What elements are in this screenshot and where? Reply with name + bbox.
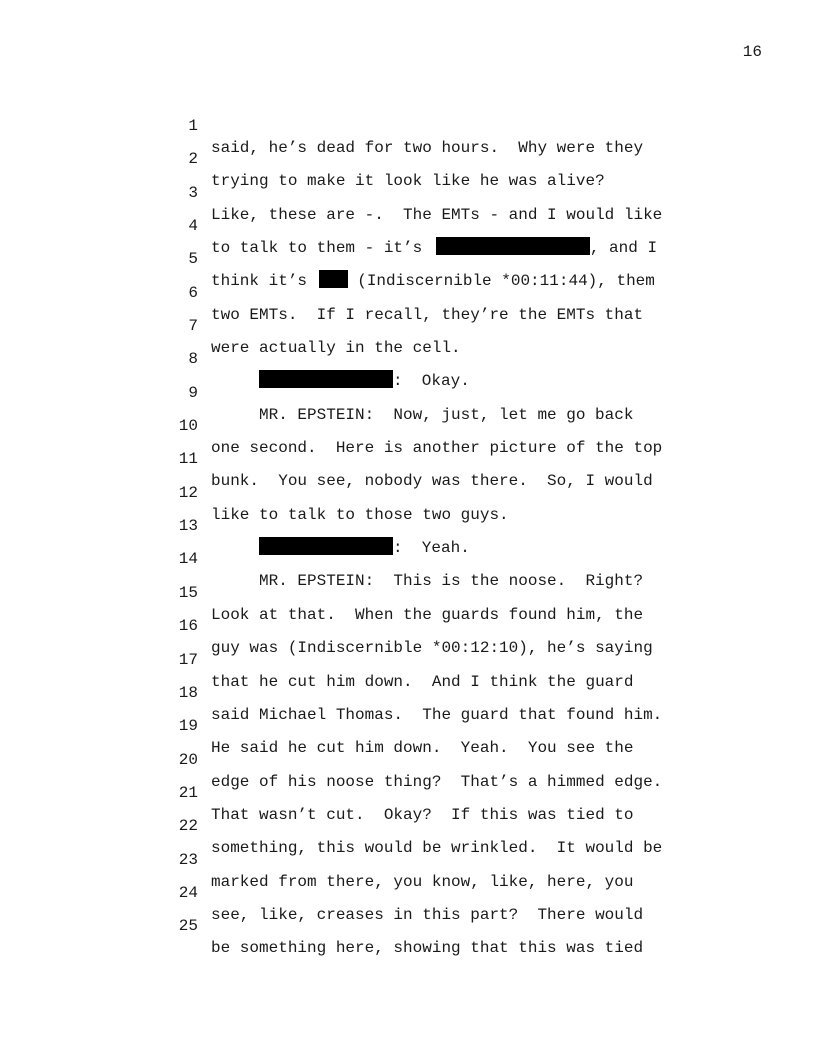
line-text-after: : Yeah. [393,539,470,558]
line-number: 1 [188,117,198,135]
line-text: He said he cut him down. Yeah. You see the [211,739,634,758]
line-text: trying to make it look like he was alive? [211,172,605,191]
line-text: two EMTs. If I recall, they’re the EMTs that [211,305,644,324]
line-number: 7 [188,317,198,336]
transcript-line [176,760,696,824]
transcript-line [176,526,696,591]
transcript-line [176,860,696,924]
line-text: were actually in the cell. [211,339,461,358]
transcript-line [176,293,696,358]
line-number: 16 [178,617,198,636]
line-number: 19 [178,717,198,736]
line-number: 15 [178,583,198,602]
transcript-line [176,426,696,491]
transcript-line [176,727,696,791]
line-text: said Michael Thomas. The guard that found him. [211,705,663,724]
line-text: guy was (Indiscernible *00:12:10), he’s saying [211,639,653,658]
transcript-line [176,660,696,724]
transcript-line [176,893,696,958]
line-number: 24 [178,883,198,902]
line-text: Like, these are -. The EMTs - and I would like [211,205,663,224]
line-number: 10 [178,417,198,436]
line-text: see, like, creases in this part? There would [211,905,644,924]
line-number: 5 [188,250,198,269]
line-number: 13 [178,517,198,536]
transcript-line [176,360,696,424]
line-text-after: : Okay. [393,372,470,391]
line-number: 12 [178,483,198,502]
transcript-line [176,827,696,891]
line-text: something, this would be wrinkled. It would be [211,839,663,858]
transcript-line [176,393,696,458]
line-number: 9 [188,383,198,402]
page-number: 16 [742,43,762,61]
transcript-line [176,126,696,191]
line-number: 11 [178,450,198,469]
line-text: marked from there, you know, like, here, you [211,872,634,891]
transcript-line [176,793,696,858]
line-text: bunk. You see, nobody was there. So, I would [211,472,653,491]
line-number: 4 [188,217,198,236]
speaker-line: MR. EPSTEIN: Now, just, let me go back [259,405,634,424]
line-number: 17 [178,650,198,669]
line-number: 6 [188,283,198,302]
transcript-body [176,93,696,958]
transcript-line [176,93,696,157]
line-number: 3 [188,183,198,202]
line-number: 18 [178,683,198,702]
transcript-line [176,160,696,224]
line-text: be something here, showing that this was tied [211,939,644,958]
line-text: Look at that. When the guards found him, the [211,605,644,624]
line-text: edge of his noose thing? That’s a himmed edge. [211,772,663,791]
line-text-before: think it’s [211,272,317,291]
line-text: like to talk to those two guys. [211,505,509,524]
line-text-after: (Indiscernible *00:11:44), them [347,272,655,291]
line-text: one second. Here is another picture of the top [211,439,663,458]
transcript-line [176,460,696,524]
line-text-after: , and I [589,239,658,258]
line-number: 8 [188,350,198,369]
transcript-line [176,493,696,558]
transcript-line [176,560,696,624]
speaker-line: MR. EPSTEIN: This is the noose. Right? [259,572,644,591]
line-number: 20 [178,750,198,769]
line-number: 2 [188,150,198,169]
line-number: 21 [178,783,198,802]
transcript-line [176,193,696,258]
line-number: 14 [178,550,198,569]
transcript-line [176,260,696,324]
line-text: said, he’s dead for two hours. Why were they [211,139,644,157]
transcript-line [176,627,696,691]
line-number: 25 [178,917,198,936]
transcript-line [176,226,696,291]
transcript-line [176,593,696,658]
line-number: 22 [178,817,198,836]
line-text: that he cut him down. And I think the guard [211,672,634,691]
transcript-line [176,326,696,391]
line-number: 23 [178,850,198,869]
line-text-before: to talk to them - it’s [211,239,432,258]
transcript-line [176,693,696,758]
line-text: That wasn’t cut. Okay? If this was tied to [211,805,634,824]
